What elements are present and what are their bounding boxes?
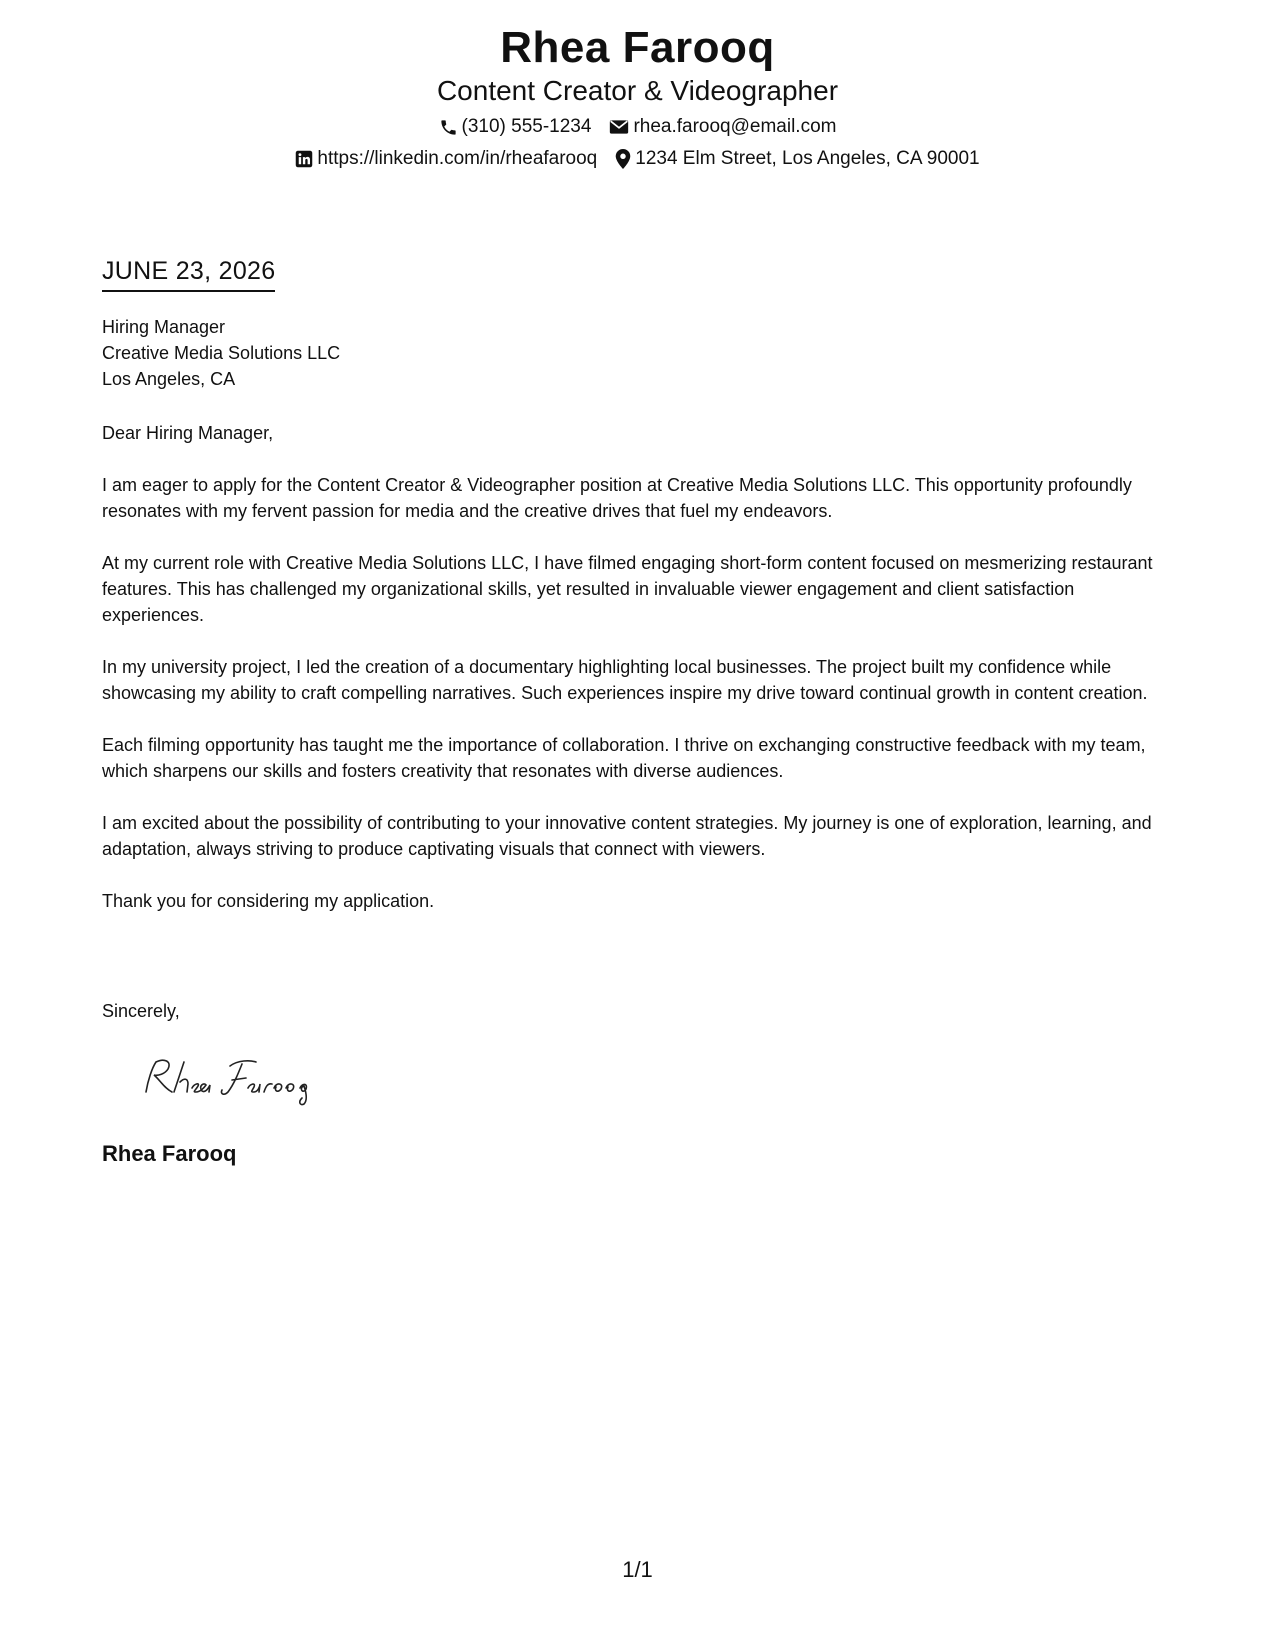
contact-row-secondary (0, 147, 1275, 171)
body-paragraph: Thank you for considering my application. (102, 891, 435, 911)
letter-date: JUNE 23, 2026 (102, 256, 275, 292)
letter-header (0, 22, 1275, 171)
letter-body (102, 314, 1177, 914)
recipient-line: Creative Media Solutions LLC (102, 343, 341, 363)
contact-email (609, 115, 836, 139)
body-paragraph: I am eager to apply for the Content Creator & Videographer position at Creative Media Solutions LLC. This opportunity profoundly resonates with my fervent passion for media and the creative drives that fuel my endeavors. (102, 475, 1132, 521)
linkedin-icon (295, 150, 313, 168)
body-paragraph: In my university project, I led the creation of a documentary highlighting local businesses. The project built my confidence while showcasing my ability to craft compelling narratives. Such experiences inspire my drive toward continual growth in content creation. (102, 657, 1148, 703)
phone-number[interactable]: (310) 555-1234 (461, 116, 592, 137)
linkedin-url[interactable]: https://linkedin.com/in/rheafarooq (317, 148, 598, 169)
map-pin-icon (615, 149, 631, 169)
envelope-icon (609, 119, 629, 135)
recipient-line: Hiring Manager (102, 317, 226, 337)
recipient-line: Los Angeles, CA (102, 369, 236, 389)
email-address[interactable]: rhea.farooq@email.com (633, 116, 837, 137)
phone-icon (439, 118, 458, 137)
closing: Sincerely, (102, 1001, 180, 1021)
applicant-name: Rhea Farooq (500, 23, 775, 72)
contact-address (615, 147, 979, 171)
body-paragraph: At my current role with Creative Media Solutions LLC, I have filmed engaging short-form content focused on mesmerizing restaurant features. This has challenged my organizational skills, yet resulted in invaluable viewer engagement and client satisfaction experiences. (102, 553, 1153, 625)
contact-phone (439, 115, 592, 139)
handwritten-signature (138, 1052, 328, 1108)
applicant-title: Content Creator & Videographer (436, 75, 839, 106)
contact-row-primary (0, 115, 1275, 139)
contact-linkedin (295, 147, 597, 171)
recipient-block (102, 314, 1177, 392)
salutation: Dear Hiring Manager, (102, 423, 274, 443)
signer-name: Rhea Farooq (102, 1141, 237, 1166)
body-paragraph: Each filming opportunity has taught me the importance of collaboration. I thrive on exchanging constructive feedback with my team, which sharpens our skills and fosters creativity that resonates with diverse audiences. (102, 735, 1146, 781)
body-paragraph: I am excited about the possibility of contributing to your innovative content strategies. My journey is one of exploration, learning, and adaptation, always striving to produce captivating visuals that connect with viewers. (102, 813, 1152, 859)
street-address: 1234 Elm Street, Los Angeles, CA 90001 (635, 148, 980, 169)
page-number: 1/1 (622, 1557, 653, 1582)
